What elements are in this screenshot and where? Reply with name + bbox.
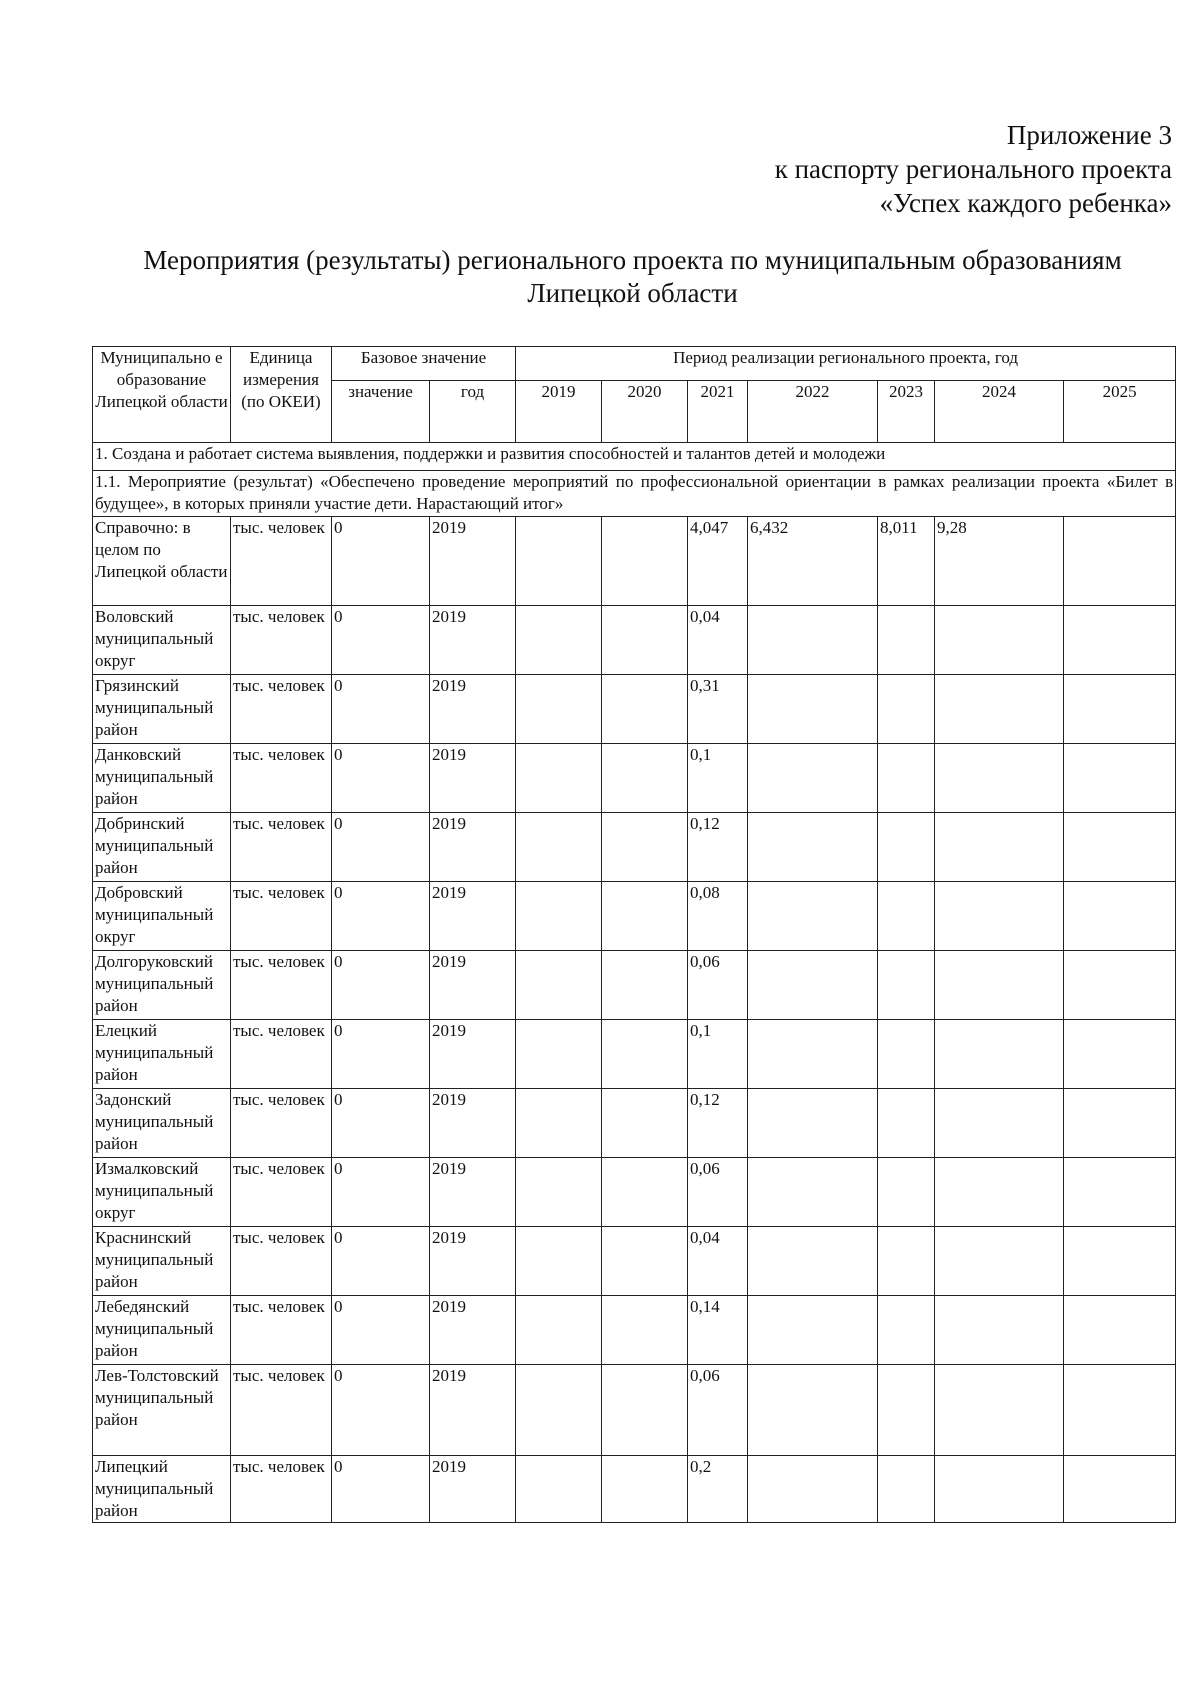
- document-title-line-2: Липецкой области: [527, 278, 738, 308]
- cell-municipality: Добровский муниципальный округ: [93, 882, 231, 951]
- cell-2022: [748, 606, 878, 675]
- cell-2019: [516, 951, 602, 1020]
- cell-2025: [1064, 813, 1176, 882]
- cell-2023: [878, 882, 935, 951]
- cell-2022: [748, 1227, 878, 1296]
- cell-unit: тыс. человек: [231, 744, 332, 813]
- cell-unit: тыс. человек: [231, 1456, 332, 1523]
- cell-2020: [602, 951, 688, 1020]
- cell-2019: [516, 606, 602, 675]
- cell-municipality: Данковский муниципальный район: [93, 744, 231, 813]
- cell-unit: тыс. человек: [231, 813, 332, 882]
- cell-2019: [516, 1296, 602, 1365]
- cell-2020: [602, 1227, 688, 1296]
- cell-2022: [748, 1296, 878, 1365]
- cell-2020: [602, 1296, 688, 1365]
- cell-base-year: 2019: [430, 1227, 516, 1296]
- cell-municipality: Справочно: в целом по Липецкой области: [93, 517, 231, 606]
- table-row: [93, 606, 1176, 675]
- cell-2019: [516, 675, 602, 744]
- table-row: [93, 882, 1176, 951]
- cell-2019: [516, 1456, 602, 1523]
- cell-2024: 9,28: [935, 517, 1064, 606]
- cell-unit: тыс. человек: [231, 1158, 332, 1227]
- table-row: [93, 1456, 1176, 1523]
- cell-2023: 8,011: [878, 517, 935, 606]
- cell-2020: [602, 1365, 688, 1456]
- cell-2019: [516, 813, 602, 882]
- table-row: [93, 1227, 1176, 1296]
- cell-2024: [935, 1365, 1064, 1456]
- cell-2021: 0,12: [688, 813, 748, 882]
- cell-2022: 6,432: [748, 517, 878, 606]
- document-title-line-1: Мероприятия (результаты) регионального проекта по муниципальным образованиям: [143, 245, 1122, 275]
- cell-base-value: 0: [332, 1296, 430, 1365]
- cell-2022: [748, 951, 878, 1020]
- cell-2025: [1064, 1227, 1176, 1296]
- cell-2022: [748, 882, 878, 951]
- cell-2019: [516, 744, 602, 813]
- cell-base-year: 2019: [430, 951, 516, 1020]
- cell-2021: 0,14: [688, 1296, 748, 1365]
- cell-2019: [516, 1089, 602, 1158]
- header-year-2022: 2022: [748, 381, 878, 443]
- cell-2024: [935, 1089, 1064, 1158]
- cell-base-value: 0: [332, 1456, 430, 1523]
- cell-2025: [1064, 1296, 1176, 1365]
- cell-2023: [878, 1296, 935, 1365]
- cell-2024: [935, 744, 1064, 813]
- cell-unit: тыс. человек: [231, 1365, 332, 1456]
- cell-base-value: 0: [332, 1227, 430, 1296]
- appendix-line-3: «Успех каждого ребенка»: [879, 188, 1172, 218]
- cell-base-value: 0: [332, 1089, 430, 1158]
- cell-2019: [516, 1158, 602, 1227]
- cell-2019: [516, 882, 602, 951]
- header-year-2024: 2024: [935, 381, 1064, 443]
- cell-2020: [602, 744, 688, 813]
- cell-base-year: 2019: [430, 1020, 516, 1089]
- cell-2022: [748, 1365, 878, 1456]
- cell-2020: [602, 1158, 688, 1227]
- cell-2020: [602, 606, 688, 675]
- table-row: [93, 744, 1176, 813]
- cell-2022: [748, 1456, 878, 1523]
- cell-2023: [878, 813, 935, 882]
- cell-base-value: 0: [332, 1020, 430, 1089]
- cell-2025: [1064, 951, 1176, 1020]
- cell-2025: [1064, 1456, 1176, 1523]
- cell-2025: [1064, 606, 1176, 675]
- cell-2021: 0,2: [688, 1456, 748, 1523]
- cell-unit: тыс. человек: [231, 1020, 332, 1089]
- header-year-2019: 2019: [516, 381, 602, 443]
- header-year-2025: 2025: [1064, 381, 1176, 443]
- header-period: Период реализации регионального проекта, год: [516, 347, 1176, 381]
- cell-base-year: 2019: [430, 882, 516, 951]
- appendix-header: [775, 118, 1172, 220]
- cell-2021: 0,08: [688, 882, 748, 951]
- cell-2022: [748, 675, 878, 744]
- cell-2021: 0,06: [688, 1365, 748, 1456]
- cell-2021: 0,04: [688, 1227, 748, 1296]
- cell-2024: [935, 1020, 1064, 1089]
- cell-2025: [1064, 1089, 1176, 1158]
- cell-municipality: Елецкий муниципальный район: [93, 1020, 231, 1089]
- cell-2024: [935, 675, 1064, 744]
- cell-2025: [1064, 1365, 1176, 1456]
- cell-2024: [935, 606, 1064, 675]
- cell-base-year: 2019: [430, 1089, 516, 1158]
- cell-2023: [878, 1227, 935, 1296]
- cell-2019: [516, 1227, 602, 1296]
- cell-2023: [878, 1089, 935, 1158]
- cell-base-year: 2019: [430, 1296, 516, 1365]
- header-municipality: Муниципально е образование Липецкой области: [93, 347, 231, 443]
- cell-2019: [516, 1365, 602, 1456]
- cell-2020: [602, 1456, 688, 1523]
- cell-unit: тыс. человек: [231, 951, 332, 1020]
- header-base-value: значение: [332, 381, 430, 443]
- subsection-row: 1.1. Мероприятие (результат) «Обеспечено проведение мероприятий по профессиональной ориентации в рамках реализации проекта «Билет в будущее», в которых приняли участие дети. Нарастающий итог»: [93, 471, 1176, 517]
- header-year-2020: 2020: [602, 381, 688, 443]
- cell-2024: [935, 813, 1064, 882]
- cell-base-year: 2019: [430, 744, 516, 813]
- table-row: [93, 1296, 1176, 1365]
- cell-base-value: 0: [332, 951, 430, 1020]
- cell-base-value: 0: [332, 675, 430, 744]
- cell-unit: тыс. человек: [231, 1089, 332, 1158]
- cell-base-value: 0: [332, 517, 430, 606]
- cell-2022: [748, 813, 878, 882]
- cell-2024: [935, 1227, 1064, 1296]
- cell-2023: [878, 744, 935, 813]
- table-row: [93, 675, 1176, 744]
- cell-2023: [878, 1456, 935, 1523]
- table-row: [93, 1020, 1176, 1089]
- cell-2020: [602, 882, 688, 951]
- cell-2022: [748, 1158, 878, 1227]
- cell-municipality: Краснинский муниципальный район: [93, 1227, 231, 1296]
- cell-2023: [878, 606, 935, 675]
- cell-base-value: 0: [332, 744, 430, 813]
- cell-2020: [602, 517, 688, 606]
- cell-2023: [878, 1365, 935, 1456]
- header-base: Базовое значение: [332, 347, 516, 381]
- cell-base-value: 0: [332, 1365, 430, 1456]
- cell-2024: [935, 882, 1064, 951]
- table-row: [93, 517, 1176, 606]
- cell-2020: [602, 1020, 688, 1089]
- cell-2024: [935, 1456, 1064, 1523]
- cell-base-year: 2019: [430, 813, 516, 882]
- cell-municipality: Долгоруковский муниципальный район: [93, 951, 231, 1020]
- cell-2020: [602, 1089, 688, 1158]
- cell-unit: тыс. человек: [231, 606, 332, 675]
- cell-unit: тыс. человек: [231, 517, 332, 606]
- cell-base-year: 2019: [430, 517, 516, 606]
- cell-base-year: 2019: [430, 1456, 516, 1523]
- table-row: [93, 1089, 1176, 1158]
- cell-2024: [935, 1296, 1064, 1365]
- cell-2019: [516, 1020, 602, 1089]
- cell-2023: [878, 1158, 935, 1227]
- cell-municipality: Липецкий муниципальный район: [93, 1456, 231, 1523]
- cell-2025: [1064, 1020, 1176, 1089]
- cell-base-value: 0: [332, 606, 430, 675]
- cell-2023: [878, 1020, 935, 1089]
- header-base-year: год: [430, 381, 516, 443]
- cell-unit: тыс. человек: [231, 1227, 332, 1296]
- cell-unit: тыс. человек: [231, 675, 332, 744]
- cell-2021: 0,06: [688, 951, 748, 1020]
- cell-2021: 0,1: [688, 744, 748, 813]
- cell-2025: [1064, 675, 1176, 744]
- appendix-line-1: Приложение 3: [1006, 120, 1172, 150]
- cell-municipality: Лев-Толстовский муниципальный район: [93, 1365, 231, 1456]
- table-row: [93, 813, 1176, 882]
- cell-2021: 4,047: [688, 517, 748, 606]
- section-row: 1. Создана и работает система выявления, поддержки и развития способностей и талантов детей и молодежи: [93, 443, 1176, 471]
- cell-municipality: Измалковский муниципальный округ: [93, 1158, 231, 1227]
- cell-base-year: 2019: [430, 1365, 516, 1456]
- cell-base-year: 2019: [430, 606, 516, 675]
- cell-2021: 0,31: [688, 675, 748, 744]
- cell-2025: [1064, 1158, 1176, 1227]
- cell-2024: [935, 1158, 1064, 1227]
- cell-2022: [748, 1089, 878, 1158]
- table-row: [93, 1365, 1176, 1456]
- table-row: [93, 1158, 1176, 1227]
- cell-2025: [1064, 882, 1176, 951]
- cell-municipality: Задонский муниципальный район: [93, 1089, 231, 1158]
- cell-2021: 0,12: [688, 1089, 748, 1158]
- cell-unit: тыс. человек: [231, 1296, 332, 1365]
- cell-2020: [602, 675, 688, 744]
- document-title: [90, 244, 1175, 310]
- cell-2022: [748, 744, 878, 813]
- cell-2021: 0,04: [688, 606, 748, 675]
- cell-2022: [748, 1020, 878, 1089]
- header-year-2021: 2021: [688, 381, 748, 443]
- cell-2020: [602, 813, 688, 882]
- table-row: [93, 951, 1176, 1020]
- cell-base-value: 0: [332, 813, 430, 882]
- cell-2021: 0,06: [688, 1158, 748, 1227]
- cell-2023: [878, 675, 935, 744]
- cell-2025: [1064, 744, 1176, 813]
- cell-base-year: 2019: [430, 675, 516, 744]
- header-year-2023: 2023: [878, 381, 935, 443]
- header-unit: Единица измерения (по ОКЕИ): [231, 347, 332, 443]
- cell-base-year: 2019: [430, 1158, 516, 1227]
- cell-base-value: 0: [332, 1158, 430, 1227]
- cell-municipality: Лебедянский муниципальный район: [93, 1296, 231, 1365]
- cell-base-value: 0: [332, 882, 430, 951]
- results-table: [92, 346, 1176, 1523]
- cell-unit: тыс. человек: [231, 882, 332, 951]
- cell-2025: [1064, 517, 1176, 606]
- cell-municipality: Воловский муниципальный округ: [93, 606, 231, 675]
- cell-municipality: Добринский муниципальный район: [93, 813, 231, 882]
- appendix-line-2: к паспорту регионального проекта: [774, 154, 1172, 184]
- cell-2023: [878, 951, 935, 1020]
- cell-2021: 0,1: [688, 1020, 748, 1089]
- cell-2019: [516, 517, 602, 606]
- cell-2024: [935, 951, 1064, 1020]
- cell-municipality: Грязинский муниципальный район: [93, 675, 231, 744]
